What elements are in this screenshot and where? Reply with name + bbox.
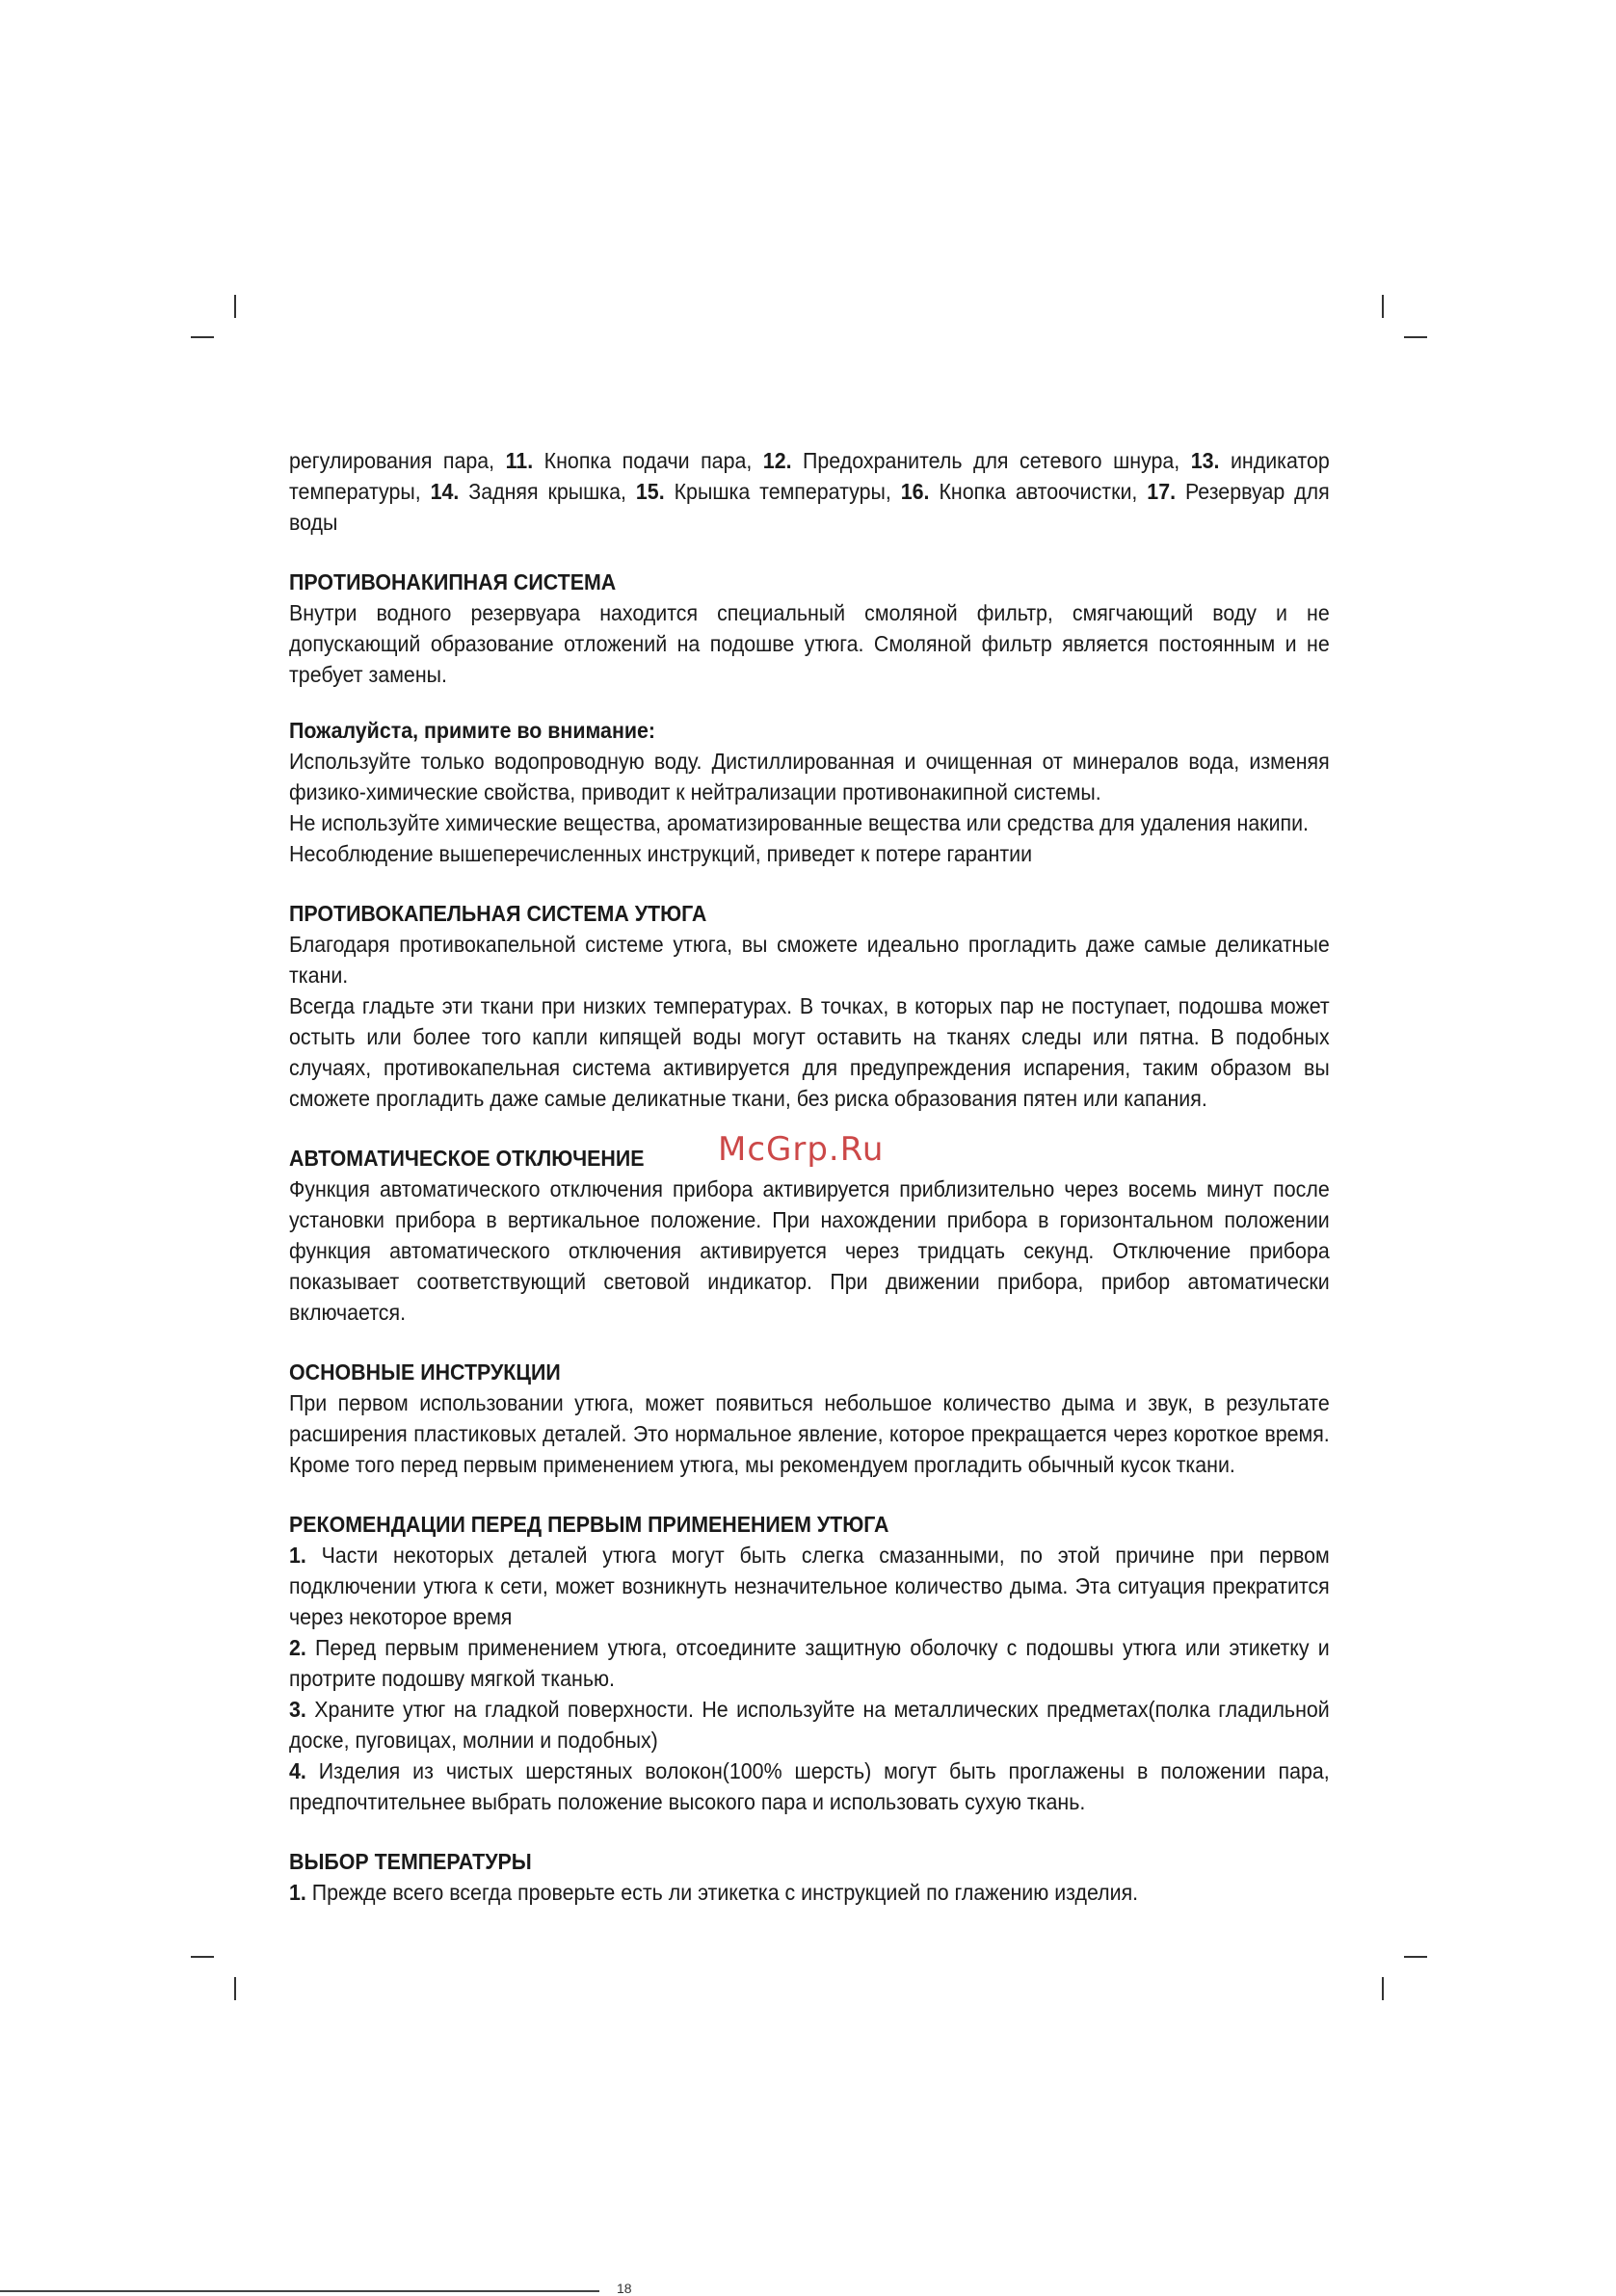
heading-temperature: ВЫБОР ТЕМПЕРАТУРЫ	[289, 1849, 532, 1874]
item-number: 2.	[289, 1635, 306, 1660]
heading-antiscale: ПРОТИВОНАКИПНАЯ СИСТЕМА	[289, 569, 617, 594]
temperature-item	[289, 1877, 1330, 1908]
antiscale-note	[289, 715, 1330, 869]
item-number: 1.	[289, 1543, 306, 1568]
heading-antidrip: ПРОТИВОКАПЕЛЬНАЯ СИСТЕМА УТЮГА	[289, 901, 707, 926]
recommendation-item	[289, 1755, 1330, 1817]
intro-text: индикатор температуры,	[289, 448, 1330, 504]
recommendation-item	[289, 1540, 1330, 1632]
item-text: Изделия из чистых шерстяных волокон(100% шерсть) могут быть проглажены в положении пара, предпочтительнее выбрать положение высокого пара и использовать сухую ткань.	[289, 1758, 1330, 1814]
bottom-rule	[0, 2290, 599, 2292]
item-number: 3.	[289, 1697, 306, 1722]
item-text: Храните утюг на гладкой поверхности. Не используйте на металлических предметах(полка гладильной доске, пуговицах, молнии и подобных)	[289, 1697, 1330, 1753]
crop-mark-bottom-right-v	[1382, 1977, 1384, 2000]
intro-text: Задняя крышка,	[459, 479, 636, 504]
intro-text: регулирования пара,	[289, 448, 506, 473]
item-text: Прежде всего всегда проверьте есть ли этикетка с инструкцией по глажению изделия.	[305, 1880, 1139, 1905]
crop-mark-top-right-h	[1404, 336, 1427, 338]
recommendation-item	[289, 1632, 1330, 1694]
item-number: 14.	[430, 479, 460, 504]
item-number: 11.	[505, 448, 534, 473]
basic-text: При первом использовании утюга, может появиться небольшое количество дыма и звук, в результате расширения пластиковых деталей. Это нормальное явление, которое прекращается через короткое время. Кроме того перед первым применением утюга, мы рекомендуем прогладить обычный кусок ткани.	[289, 1390, 1330, 1477]
note-line-1: Используйте только водопроводную воду. Дистиллированная и очищенная от минералов вода, изменяя физико-химические свойства, приводит к нейтрализации противонакипной системы.	[289, 749, 1330, 805]
page-number: 18	[617, 2281, 632, 2296]
item-number: 15.	[635, 479, 665, 504]
autooff-text: Функция автоматического отключения прибора активируется приблизительно через восемь минут после установки прибора в вертикальное положение. При нахождении прибора в горизонтальном положении функция автоматического отключения активируется через тридцать секунд. Отключение прибора показывает соответствующий световой индикатор. При движении прибора, прибор автоматически включается.	[289, 1176, 1330, 1325]
section-antidrip	[289, 898, 1330, 1114]
note-line-2: Не используйте химические вещества, ароматизированные вещества или средства для удаления накипи.	[289, 810, 1309, 835]
crop-mark-top-left-h	[191, 336, 214, 338]
item-number: 17.	[1147, 479, 1177, 504]
recommendation-item	[289, 1694, 1330, 1755]
crop-mark-bottom-right-h	[1404, 1956, 1427, 1958]
note-line-3: Несоблюдение вышеперечисленных инструкций, приведет к потере гарантии	[289, 841, 1033, 866]
heading-note: Пожалуйста, примите во внимание:	[289, 718, 656, 743]
item-number: 4.	[289, 1758, 306, 1783]
item-number: 16.	[900, 479, 930, 504]
section-autooff	[289, 1143, 1330, 1328]
intro-text: Кнопка автоочистки,	[929, 479, 1148, 504]
crop-mark-top-right-v	[1382, 295, 1384, 318]
intro-text: Резервуар для воды	[289, 479, 1330, 535]
intro-text: Крышка температуры,	[664, 479, 901, 504]
heading-recommendations: РЕКОМЕНДАЦИИ ПЕРЕД ПЕРВЫМ ПРИМЕНЕНИЕМ УТЮГА	[289, 1512, 889, 1537]
section-antiscale	[289, 567, 1330, 869]
item-number: 1.	[289, 1880, 306, 1905]
section-basic	[289, 1357, 1330, 1480]
antidrip-line-1: Благодаря противокапельной системе утюга, вы сможете идеально прогладить даже самые деликатные ткани.	[289, 932, 1330, 988]
item-number: 13.	[1190, 448, 1220, 473]
crop-mark-bottom-left-h	[191, 1956, 214, 1958]
heading-basic: ОСНОВНЫЕ ИНСТРУКЦИИ	[289, 1359, 561, 1385]
antiscale-text: Внутри водного резервуара находится специальный смоляной фильтр, смягчающий воду и не допускающий образование отложений на подошве утюга. Смоляной фильтр является постоянным и не требует замены.	[289, 600, 1330, 687]
crop-mark-top-left-v	[234, 295, 236, 318]
antidrip-line-2: Всегда гладьте эти ткани при низких температурах. В точках, в которых пар не поступает, подошва может остыть или более того капли кипящей воды могут оставить на тканях следы или пятна. В подобных случаях, противокапельная система активируется для предупреждения испарения, таким образом вы сможете прогладить даже самые деликатные ткани, без риска образования пятен или капания.	[289, 993, 1330, 1111]
intro-text: Кнопка подачи пара,	[533, 448, 763, 473]
intro-paragraph	[289, 445, 1330, 538]
item-number: 12.	[762, 448, 792, 473]
section-temperature	[289, 1846, 1330, 1908]
intro-text: Предохранитель для сетевого шнура,	[791, 448, 1191, 473]
heading-autooff: АВТОМАТИЧЕСКОЕ ОТКЛЮЧЕНИЕ	[289, 1146, 645, 1171]
section-recommendations	[289, 1509, 1330, 1817]
document-body	[289, 445, 1330, 1937]
item-text: Части некоторых деталей утюга могут быть слегка смазанными, по этой причине при первом подключении утюга к сети, может возникнуть незначительное количество дыма. Эта ситуация прекратится через некоторое время	[289, 1543, 1330, 1629]
item-text: Перед первым применением утюга, отсоедините защитную оболочку с подошвы утюга или этикетку и протрите подошву мягкой тканью.	[289, 1635, 1330, 1691]
watermark-text: McGrp.Ru	[718, 1130, 885, 1169]
crop-mark-bottom-left-v	[234, 1977, 236, 2000]
